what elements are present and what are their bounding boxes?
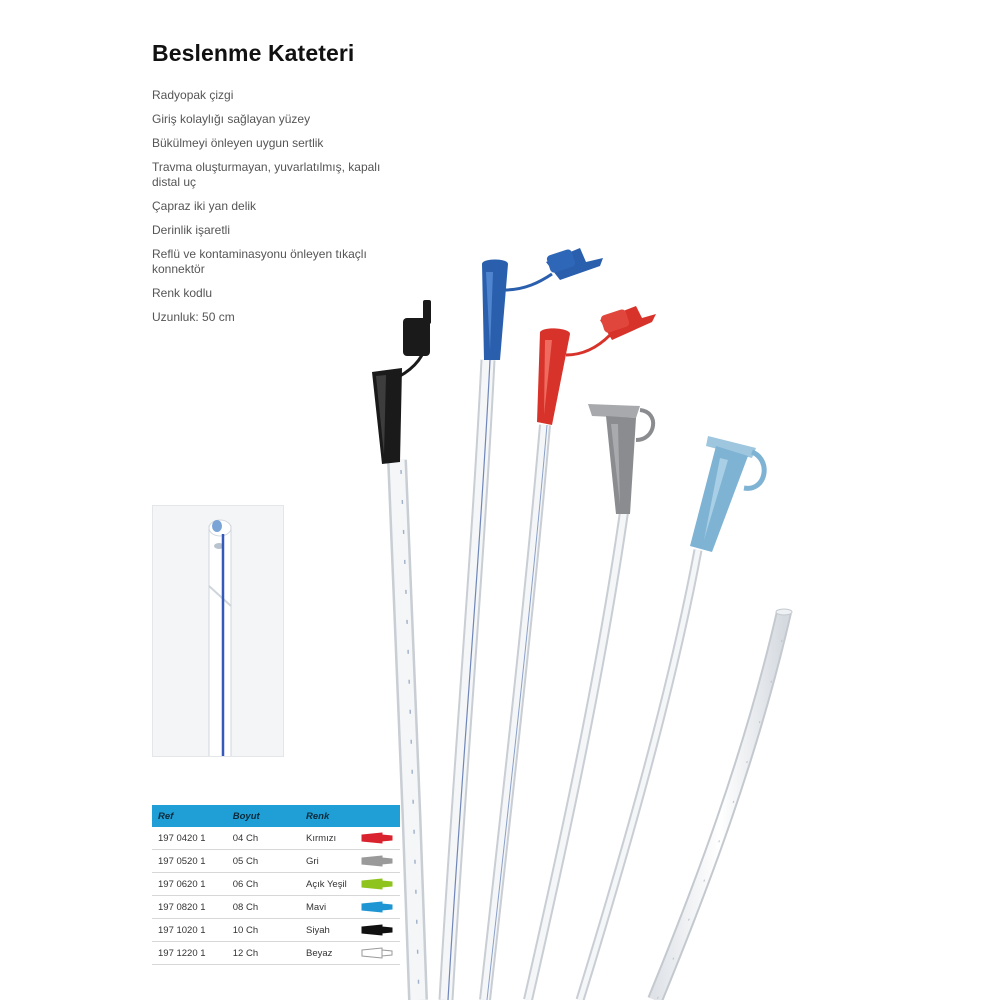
product-reference-table [152, 805, 400, 965]
page-title: Beslenme Kateteri [152, 40, 355, 66]
side-hole-icon [212, 520, 222, 532]
size-cell: 05 Ch [227, 850, 300, 873]
feature-item: Uzunluk: 50 cm [152, 310, 235, 324]
light-green-connector-icon [360, 877, 394, 891]
color-name-cell: Beyaz [300, 942, 360, 965]
table-row [152, 850, 400, 873]
column-header-boyut: Boyut [227, 805, 300, 827]
color-swatch-cell [360, 850, 400, 873]
column-header-ref: Ref [152, 805, 227, 827]
color-name-cell: Siyah [300, 919, 360, 942]
grey-connector-icon [588, 404, 653, 514]
color-name-cell: Kırmızı [300, 827, 360, 850]
table-row [152, 873, 400, 896]
feature-item: Reflü ve kontaminasyonu önleyen tıkaçlı konnektör [152, 247, 367, 276]
color-swatch-cell [360, 942, 400, 965]
color-name-cell: Mavi [300, 896, 360, 919]
table-row [152, 942, 400, 965]
color-swatch-cell [360, 827, 400, 850]
catheter-tube [485, 425, 547, 1000]
distal-tip-closeup [153, 506, 283, 756]
size-cell: 10 Ch [227, 919, 300, 942]
catheter-tube [528, 512, 624, 1000]
white-connector-icon [360, 946, 394, 960]
color-name-cell: Açık Yeşil [300, 873, 360, 896]
feature-item: Giriş kolaylığı sağlayan yüzey [152, 112, 311, 126]
black-connector-icon [360, 923, 394, 937]
size-cell: 04 Ch [227, 827, 300, 850]
table-row [152, 919, 400, 942]
light-blue-connector-icon [690, 436, 764, 552]
ref-cell: 197 1220 1 [152, 942, 227, 965]
feature-item: Bükülmeyi önleyen uygun sertlik [152, 136, 324, 150]
tip-detail-image [152, 505, 284, 757]
catheter-tube [397, 460, 419, 1000]
color-swatch-cell [360, 919, 400, 942]
ref-cell: 197 0620 1 [152, 873, 227, 896]
size-cell: 12 Ch [227, 942, 300, 965]
ref-cell: 197 0820 1 [152, 896, 227, 919]
column-header-renk: Renk [300, 805, 400, 827]
feature-item: Derinlik işaretli [152, 223, 231, 237]
ref-cell: 197 0420 1 [152, 827, 227, 850]
feature-item: Radyopak çizgi [152, 88, 234, 102]
color-name-cell: Gri [300, 850, 360, 873]
ref-cell: 197 1020 1 [152, 919, 227, 942]
red-connector-icon [360, 831, 394, 845]
table-header-row [152, 805, 400, 827]
feature-item: Çapraz iki yan delik [152, 199, 257, 213]
feature-item: Travma oluşturmayan, yuvarlatılmış, kapalı distal uç [152, 160, 381, 189]
blue-connector-icon [360, 900, 394, 914]
grey-connector-icon [360, 854, 394, 868]
size-cell: 08 Ch [227, 896, 300, 919]
color-swatch-cell [360, 896, 400, 919]
ref-cell: 197 0520 1 [152, 850, 227, 873]
catheter-tube [446, 360, 490, 1000]
size-cell: 06 Ch [227, 873, 300, 896]
table-row [152, 827, 400, 850]
black-connector-icon [372, 300, 431, 464]
feature-item: Renk kodlu [152, 286, 213, 300]
table-row [152, 896, 400, 919]
color-swatch-cell [360, 873, 400, 896]
